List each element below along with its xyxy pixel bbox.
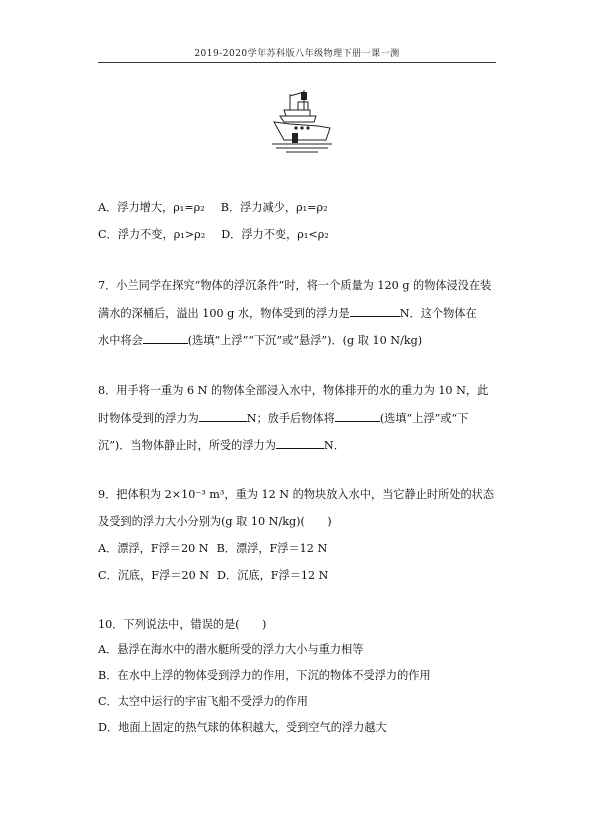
q10-option-a[interactable]: A．悬浮在海水中的潜水艇所受的浮力大小与重力相等 (98, 643, 364, 656)
q7-line-2 (98, 305, 477, 322)
q8-line-3-suffix: N． (323, 439, 345, 452)
q10-option-b[interactable]: B．在水中上浮的物体受到浮力的作用，下沉的物体不受浮力的作用 (98, 669, 431, 682)
q6-option-d-relation: ρ₁<ρ₂ (297, 228, 329, 241)
q7-blank-buoyancy[interactable] (350, 305, 400, 317)
q7-line-3-text: 水中将会 (98, 334, 143, 347)
q8-line-1: 8．用手将一重为 6 N 的物体全部浸入水中，物体排开的水的重力为 10 N，此 (98, 384, 489, 397)
q8-blank-motion[interactable] (335, 410, 380, 422)
q7-line-2-text: 满水的深桶后，溢出 100 g 水，物体受到的浮力是 (98, 307, 350, 320)
q6-option-d[interactable]: D．浮力不变， (221, 228, 298, 241)
q9-line-1: 9．把体积为 2×10⁻³ m³，重为 12 N 的物块放入水中，当它静止时所处的状态 (98, 488, 495, 501)
q6-options-row2 (98, 227, 329, 243)
q10-stem: 10．下列说法中，错误的是( ) (98, 618, 267, 631)
q7-blank-state[interactable] (143, 332, 188, 344)
q9-option-d[interactable]: D．沉底，F浮＝12 N (217, 569, 329, 582)
q7-line-3-suffix: (选填“上浮”“下沉”或“悬浮”)．(g 取 10 N/kg) (187, 334, 423, 347)
page-header: 2019-2020学年苏科版八年级物理下册一课一测 (194, 49, 400, 59)
q8-line-2 (98, 410, 468, 427)
ship-illustration (270, 88, 334, 158)
q9-options-row2 (98, 568, 328, 584)
q7-line-2-suffix: N．这个物体在 (399, 307, 477, 320)
q6-option-b-relation: ρ₁=ρ₂ (296, 201, 328, 214)
q7-line-3 (98, 332, 422, 349)
q6-option-b[interactable]: B．浮力减少， (220, 201, 297, 214)
q9-option-c[interactable]: C．沉底，F浮＝20 N (98, 569, 210, 582)
q6-option-a[interactable]: A．浮力增大， (98, 201, 174, 214)
q8-blank-rest-buoyancy[interactable] (276, 437, 324, 449)
q8-line-3-text: 沉”)．当物体静止时，所受的浮力为 (98, 439, 276, 452)
header-divider (98, 62, 496, 63)
q9-option-b[interactable]: B．漂浮，F浮＝12 N (216, 542, 328, 555)
q8-line-2-text: 时物体受到的浮力为 (98, 412, 199, 425)
q8-line-3 (98, 437, 345, 454)
q6-option-a-relation: ρ₁=ρ₂ (173, 201, 205, 214)
q7-line-1: 7．小兰同学在探究“物体的浮沉条件”时，将一个质量为 120 g 的物体浸没在装 (98, 279, 492, 292)
q9-options-row1 (98, 541, 327, 557)
q10-option-c[interactable]: C．太空中运行的宇宙飞船不受浮力的作用 (98, 695, 308, 708)
q8-blank-buoyancy[interactable] (199, 410, 247, 422)
q8-line-2-mid: N；放手后物体将 (246, 412, 335, 425)
q6-options-row1 (98, 200, 328, 216)
q9-line-2: 及受到的浮力大小分别为(g 取 10 N/kg)( ) (98, 515, 332, 528)
q8-line-2-suffix: (选填“上浮”或“下 (379, 412, 469, 425)
q6-option-c-relation: ρ₁>ρ₂ (173, 228, 206, 241)
q6-option-c[interactable]: C．浮力不变， (98, 228, 174, 241)
q9-option-a[interactable]: A．漂浮，F浮＝20 N (98, 542, 209, 555)
q10-option-d[interactable]: D．地面上固定的热气球的体积越大，受到空气的浮力越大 (98, 721, 387, 734)
